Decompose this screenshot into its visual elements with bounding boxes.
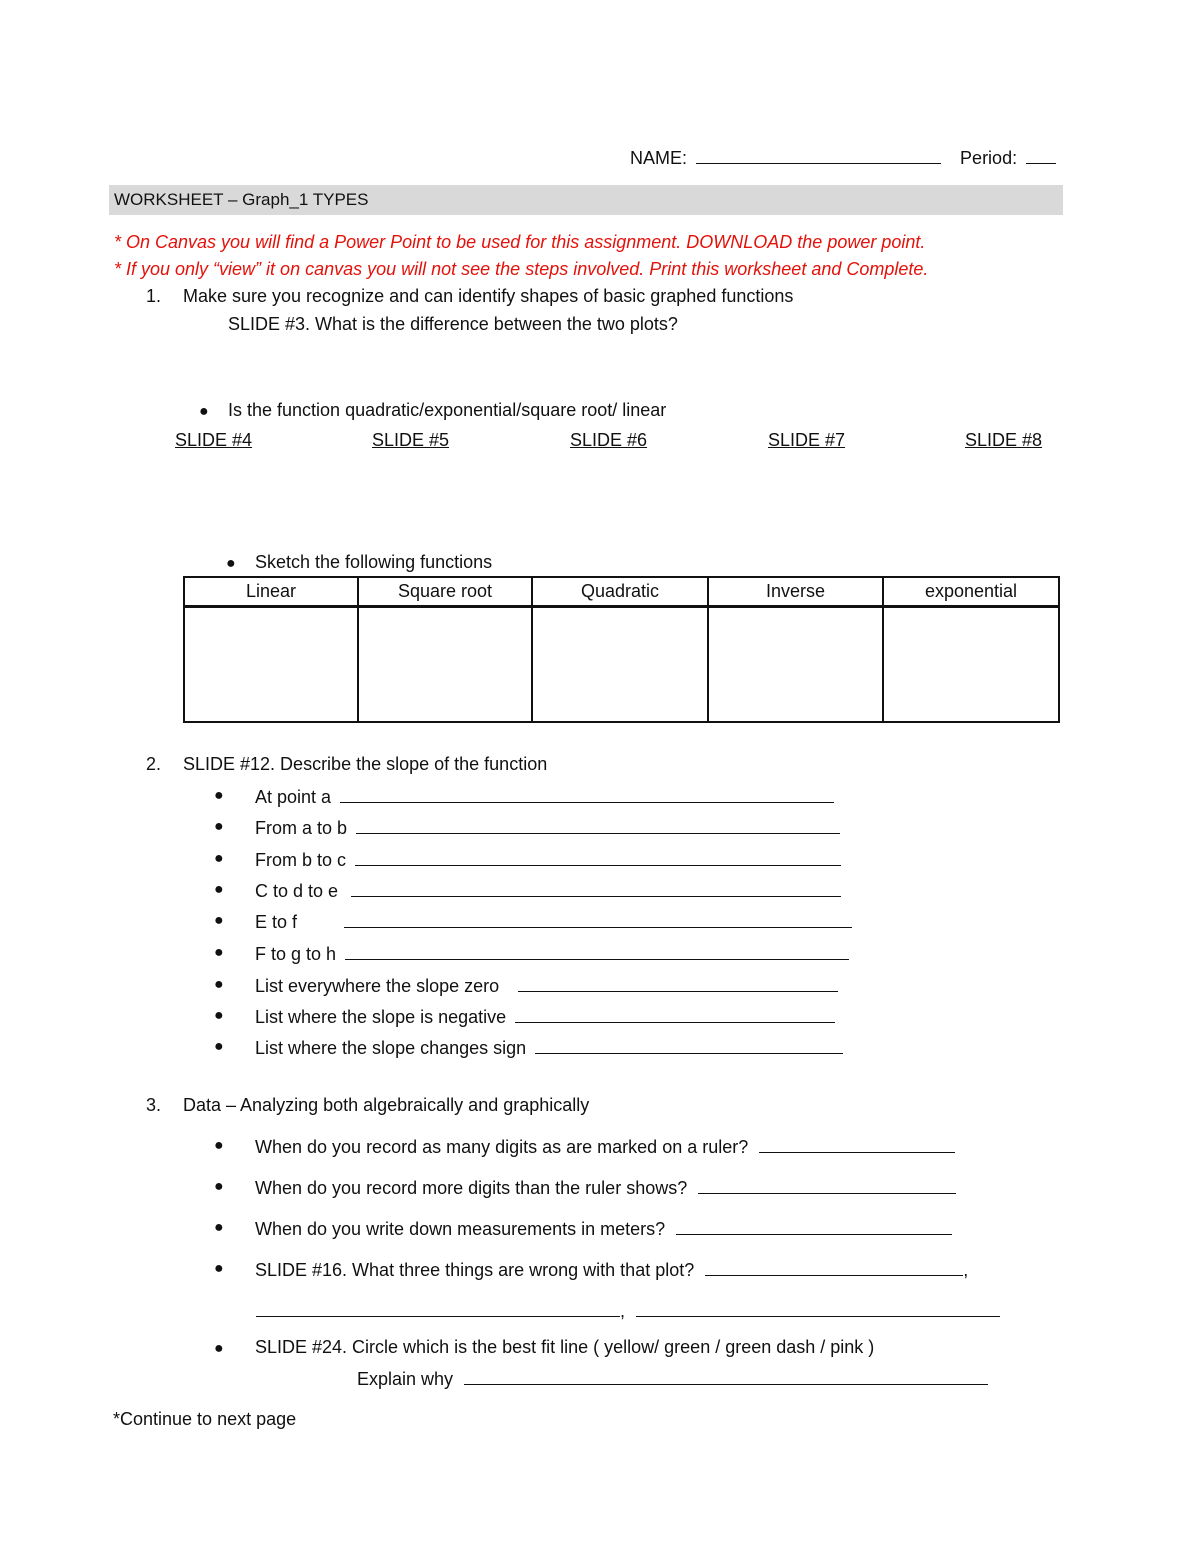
bullet-icon: ● — [214, 881, 224, 898]
note-canvas-view: * If you only “view” it on canvas you will not see the steps involved. Print this worksheet and Complete. — [114, 259, 929, 279]
note-canvas-download: * On Canvas you will find a Power Point to be used for this assignment. DOWNLOAD the power point. — [114, 232, 926, 252]
q2-item-row — [255, 847, 841, 871]
slide-5-label: SLIDE #5 — [372, 430, 450, 450]
q2-item-row — [255, 973, 838, 997]
q3-extra-lines: , — [256, 1298, 1000, 1322]
answer-line[interactable] — [340, 784, 834, 803]
bullet-icon: ● — [214, 912, 224, 929]
worksheet-title: WORKSHEET – Graph_1 TYPES — [114, 190, 369, 209]
col-exponential: exponential — [883, 577, 1059, 607]
bullet-icon: ● — [214, 850, 224, 867]
continue-note: *Continue to next page — [113, 1409, 297, 1429]
q2-number: 2. — [146, 754, 162, 774]
bullet-icon: ● — [214, 1340, 224, 1357]
period-label: Period: — [960, 148, 1018, 168]
q1-text: Make sure you recognize and can identify shapes of basic graphed functions — [183, 286, 794, 306]
q3-item-label: SLIDE #16. What three things are wrong with that plot? — [255, 1260, 695, 1280]
answer-line[interactable] — [705, 1257, 963, 1276]
q3-number: 3. — [146, 1095, 162, 1115]
q3-item-label: When do you record more digits than the ruler shows? — [255, 1178, 688, 1198]
sketch-cell-inverse[interactable] — [708, 607, 883, 723]
q2-item-row — [255, 1035, 843, 1059]
q3-explain-row — [357, 1366, 988, 1390]
bullet-icon: ● — [214, 1260, 224, 1277]
bullet-icon: ● — [214, 787, 224, 804]
q2-item-row — [255, 941, 849, 965]
answer-line[interactable] — [256, 1298, 620, 1317]
q3-item-row — [255, 1175, 956, 1199]
q2-item-row — [255, 1004, 835, 1028]
q1-function-type: Is the function quadratic/exponential/square root/ linear — [228, 400, 667, 420]
answer-line[interactable] — [515, 1004, 835, 1023]
sketch-table — [183, 576, 1060, 723]
q2-text: SLIDE #12. Describe the slope of the function — [183, 754, 548, 774]
answer-line[interactable] — [344, 909, 852, 928]
bullet-icon: ● — [214, 1007, 224, 1024]
sketch-cell-square-root[interactable] — [358, 607, 532, 723]
answer-line[interactable] — [356, 815, 840, 834]
bullet-icon: ● — [199, 403, 209, 420]
q3-text: Data – Analyzing both algebraically and graphically — [183, 1095, 590, 1115]
q2-item-label: C to d to e — [255, 881, 339, 901]
bullet-icon: ● — [214, 1178, 224, 1195]
q2-item-row — [255, 878, 841, 902]
q2-item-label: List where the slope changes sign — [255, 1038, 527, 1058]
q2-item-row — [255, 815, 840, 839]
q2-item-label: At point a — [255, 787, 332, 807]
q2-item-label: List where the slope is negative — [255, 1007, 507, 1027]
answer-line[interactable] — [351, 878, 841, 897]
bullet-icon: ● — [214, 1137, 224, 1154]
q1-number: 1. — [146, 286, 162, 306]
name-field[interactable] — [696, 145, 941, 164]
col-linear: Linear — [184, 577, 358, 607]
sketch-cell-exponential[interactable] — [883, 607, 1059, 723]
sketch-cell-linear[interactable] — [184, 607, 358, 723]
bullet-icon: ● — [214, 1219, 224, 1236]
q1-sketch-instruction: Sketch the following functions — [255, 552, 493, 572]
bullet-icon: ● — [214, 944, 224, 961]
answer-line[interactable] — [698, 1175, 956, 1194]
name-label: NAME: — [630, 148, 688, 168]
q3-item-row — [255, 1134, 955, 1158]
answer-line[interactable] — [355, 847, 841, 866]
q1-slide3-question: SLIDE #3. What is the difference between the two plots? — [228, 314, 678, 334]
answer-line[interactable] — [636, 1298, 1000, 1317]
period-field[interactable] — [1026, 145, 1056, 164]
q3-item-label: When do you record as many digits as are marked on a ruler? — [255, 1137, 749, 1157]
col-inverse: Inverse — [708, 577, 883, 607]
slide-6-label: SLIDE #6 — [570, 430, 648, 450]
bullet-icon: ● — [214, 818, 224, 835]
name-label-row — [630, 145, 1056, 169]
answer-line[interactable] — [345, 941, 849, 960]
explain-label: Explain why — [357, 1369, 454, 1389]
q2-item-label: E to f — [255, 912, 298, 932]
answer-line[interactable] — [518, 973, 838, 992]
slide-7-label: SLIDE #7 — [768, 430, 846, 450]
q2-item-row — [255, 909, 852, 933]
q3-item-row: SLIDE #16. What three things are wrong with that plot? , — [255, 1257, 968, 1281]
bullet-icon: ● — [214, 976, 224, 993]
answer-line[interactable] — [676, 1216, 952, 1235]
answer-line[interactable] — [535, 1035, 843, 1054]
q2-item-label: From a to b — [255, 818, 348, 838]
sketch-cell-quadratic[interactable] — [532, 607, 708, 723]
q3-item-row — [255, 1216, 952, 1240]
col-square-root: Square root — [358, 577, 532, 607]
bullet-icon: ● — [226, 555, 236, 572]
q2-item-label: F to g to h — [255, 944, 337, 964]
answer-line[interactable] — [464, 1366, 988, 1385]
bullet-icon: ● — [214, 1038, 224, 1055]
answer-line[interactable] — [759, 1134, 955, 1153]
q3-slide24-question: SLIDE #24. Circle which is the best fit line ( yellow/ green / green dash / pink ) — [255, 1337, 875, 1357]
q2-item-label: List everywhere the slope zero — [255, 976, 500, 996]
q2-item-label: From b to c — [255, 850, 347, 870]
slide-4-label: SLIDE #4 — [175, 430, 253, 450]
q2-item-row — [255, 784, 834, 808]
q3-item-label: When do you write down measurements in meters? — [255, 1219, 666, 1239]
col-quadratic: Quadratic — [532, 577, 708, 607]
slide-8-label: SLIDE #8 — [965, 430, 1043, 450]
